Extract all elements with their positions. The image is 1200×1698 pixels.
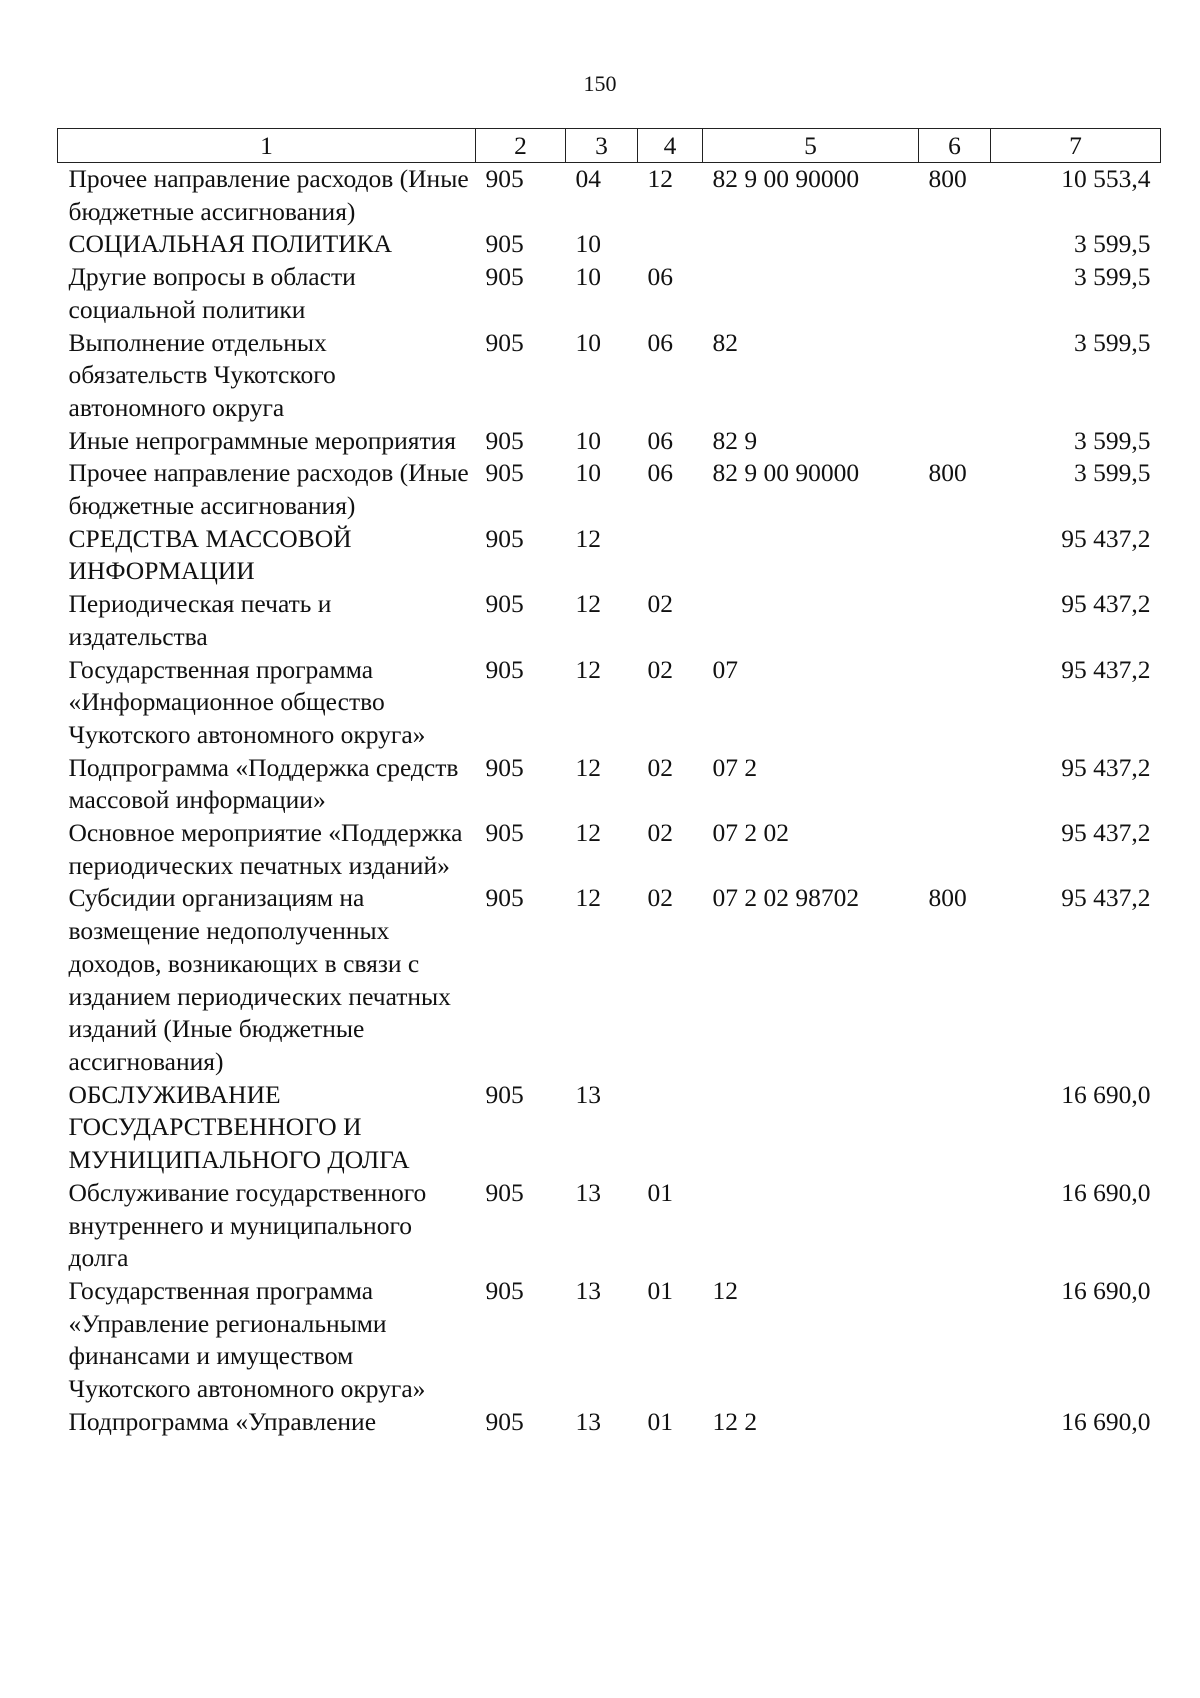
row-target-code: [703, 1079, 919, 1177]
row-amount: 16 690,0: [1061, 1275, 1151, 1305]
row-target-code: [703, 261, 919, 326]
table-row: [58, 228, 1161, 261]
row-section-code: 10: [575, 262, 601, 292]
row-subsection-code: 06: [647, 425, 673, 455]
row-expense-type-code: [919, 752, 991, 817]
table-row: [58, 1406, 1161, 1439]
row-section-code: 10: [575, 327, 601, 357]
table-row: [58, 817, 1161, 882]
row-subsection-code: 02: [647, 654, 673, 684]
row-expense-type-code: [919, 1406, 991, 1439]
row-subsection-code: 02: [647, 589, 673, 619]
row-grbs-code: 905: [485, 458, 524, 488]
column-header-5: 5: [703, 129, 919, 163]
column-header-4: 4: [638, 129, 703, 163]
row-amount: 3 599,5: [1074, 458, 1151, 488]
column-header-3: 3: [566, 129, 638, 163]
row-subsection-code: 06: [647, 327, 673, 357]
row-section-code: 10: [575, 229, 601, 259]
row-amount: 3 599,5: [1074, 425, 1151, 455]
row-target-code: 07: [712, 654, 738, 684]
row-expense-type-code: [919, 425, 991, 458]
row-amount: 16 690,0: [1061, 1177, 1151, 1207]
row-name: СОЦИАЛЬНАЯ ПОЛИТИКА: [68, 229, 393, 259]
row-subsection-code: 12: [647, 164, 673, 193]
row-target-code: 07 2 02: [712, 818, 789, 848]
row-grbs-code: 905: [485, 425, 524, 455]
row-name: Иные непрограммные мероприятия: [68, 425, 457, 455]
table-row: [58, 163, 1161, 229]
table-row: [58, 752, 1161, 817]
row-subsection-code: [638, 1079, 703, 1177]
row-amount: 3 599,5: [1074, 327, 1151, 357]
row-amount: 3 599,5: [1074, 229, 1151, 259]
row-subsection-code: 02: [647, 752, 673, 782]
row-name: Государственная программа «Управление региональными финансами и имуществом Чукотского автономного округа»: [68, 1275, 426, 1404]
row-grbs-code: 905: [485, 752, 524, 782]
row-section-code: 13: [575, 1406, 601, 1436]
row-grbs-code: 905: [485, 818, 524, 848]
row-expense-type-code: 800: [928, 883, 967, 913]
row-grbs-code: 905: [485, 327, 524, 357]
row-expense-type-code: [919, 588, 991, 653]
row-grbs-code: 905: [485, 164, 524, 193]
row-target-code: 82: [712, 327, 738, 357]
table-row: [58, 523, 1161, 588]
row-target-code: 07 2: [712, 752, 758, 782]
row-subsection-code: 01: [647, 1177, 673, 1207]
row-expense-type-code: 800: [928, 458, 967, 488]
row-grbs-code: 905: [485, 262, 524, 292]
row-section-code: 12: [575, 589, 601, 619]
row-amount: 10 553,4: [1061, 164, 1151, 193]
row-section-code: 13: [575, 1079, 601, 1109]
row-target-code: [703, 523, 919, 588]
row-amount: 95 437,2: [1061, 589, 1151, 619]
row-section-code: 13: [575, 1275, 601, 1305]
row-grbs-code: 905: [485, 1275, 524, 1305]
row-section-code: 10: [575, 458, 601, 488]
row-expense-type-code: [919, 1177, 991, 1275]
row-target-code: 82 9: [712, 425, 758, 455]
row-expense-type-code: [919, 654, 991, 752]
row-section-code: 12: [575, 654, 601, 684]
row-target-code: 82 9 00 90000: [712, 458, 860, 488]
table-header: [58, 129, 1161, 163]
row-grbs-code: 905: [485, 1406, 524, 1436]
row-expense-type-code: [919, 228, 991, 261]
column-header-1: 1: [58, 129, 476, 163]
row-grbs-code: 905: [485, 883, 524, 913]
row-expense-type-code: [919, 1079, 991, 1177]
budget-table: [57, 128, 1161, 1438]
row-name: ОБСЛУЖИВАНИЕ ГОСУДАРСТВЕННОГО И МУНИЦИПАЛЬНОГО ДОЛГА: [68, 1079, 410, 1175]
row-section-code: 12: [575, 523, 601, 553]
table-row: [58, 1177, 1161, 1275]
row-target-code: 07 2 02 98702: [712, 883, 860, 913]
table-row: [58, 1275, 1161, 1406]
row-name: Государственная программа «Информационное общество Чукотского автономного округа»: [68, 654, 426, 749]
row-amount: 95 437,2: [1061, 752, 1151, 782]
row-subsection-code: 06: [647, 262, 673, 292]
row-name: Прочее направление расходов (Иные бюджетные ассигнования): [68, 458, 469, 521]
row-grbs-code: 905: [485, 1079, 524, 1109]
table-body: [58, 163, 1161, 1439]
row-amount: 16 690,0: [1061, 1079, 1151, 1109]
row-amount: 95 437,2: [1061, 883, 1151, 913]
row-name: Основное мероприятие «Поддержка периодических печатных изданий»: [68, 818, 463, 880]
table-row: [58, 588, 1161, 653]
row-subsection-code: [638, 523, 703, 588]
row-section-code: 12: [575, 818, 601, 848]
table-row: [58, 425, 1161, 458]
row-grbs-code: 905: [485, 1177, 524, 1207]
row-expense-type-code: [919, 261, 991, 326]
page-number: 150: [583, 71, 617, 96]
row-section-code: 13: [575, 1177, 601, 1207]
table-row: [58, 327, 1161, 425]
row-grbs-code: 905: [485, 654, 524, 684]
row-expense-type-code: [919, 327, 991, 425]
table-row: [58, 261, 1161, 326]
row-name: Выполнение отдельных обязательств Чукотского автономного округа: [68, 327, 336, 422]
row-target-code: 12: [712, 1275, 738, 1305]
row-expense-type-code: [919, 523, 991, 588]
row-name: Подпрограмма «Управление: [68, 1406, 377, 1436]
row-expense-type-code: 800: [928, 164, 967, 193]
row-name: Прочее направление расходов (Иные бюджетные ассигнования): [68, 164, 469, 226]
row-section-code: 10: [575, 425, 601, 455]
table-row: [58, 882, 1161, 1078]
row-name: Периодическая печать и издательства: [68, 589, 332, 651]
row-subsection-code: 02: [647, 818, 673, 848]
row-target-code: [703, 228, 919, 261]
row-amount: 95 437,2: [1061, 818, 1151, 848]
header-row: [58, 129, 1161, 163]
row-subsection-code: 01: [647, 1275, 673, 1305]
row-subsection-code: 02: [647, 883, 673, 913]
row-target-code: [703, 588, 919, 653]
row-name: Другие вопросы в области социальной политики: [68, 262, 356, 324]
row-grbs-code: 905: [485, 523, 524, 553]
row-name: Субсидии организациям на возмещение недополученных доходов, возникающих в связи с изданием периодических печатных изданий (Иные бюджетные ассигнования): [68, 883, 451, 1076]
column-header-2: 2: [476, 129, 566, 163]
row-expense-type-code: [919, 1275, 991, 1406]
row-subsection-code: 06: [647, 458, 673, 488]
row-amount: 3 599,5: [1074, 262, 1151, 292]
row-name: Обслуживание государственного внутреннего и муниципального долга: [68, 1177, 427, 1273]
column-header-7: 7: [991, 129, 1161, 163]
row-amount: 95 437,2: [1061, 654, 1151, 684]
table-row: [58, 654, 1161, 752]
row-target-code: [703, 1177, 919, 1275]
row-subsection-code: 01: [647, 1406, 673, 1436]
row-target-code: 12 2: [712, 1406, 758, 1436]
row-amount: 16 690,0: [1061, 1406, 1151, 1436]
row-section-code: 12: [575, 883, 601, 913]
row-name: СРЕДСТВА МАССОВОЙ ИНФОРМАЦИИ: [68, 523, 352, 586]
table-row: [58, 457, 1161, 522]
table-row: [58, 1079, 1161, 1177]
row-grbs-code: 905: [485, 589, 524, 619]
row-expense-type-code: [919, 817, 991, 882]
row-name: Подпрограмма «Поддержка средств массовой информации»: [68, 752, 459, 815]
column-header-6: 6: [919, 129, 991, 163]
row-amount: 95 437,2: [1061, 523, 1151, 553]
row-target-code: 82 9 00 90000: [712, 164, 860, 193]
row-subsection-code: [638, 228, 703, 261]
row-section-code: 04: [575, 164, 601, 193]
row-section-code: 12: [575, 752, 601, 782]
row-grbs-code: 905: [485, 229, 524, 259]
